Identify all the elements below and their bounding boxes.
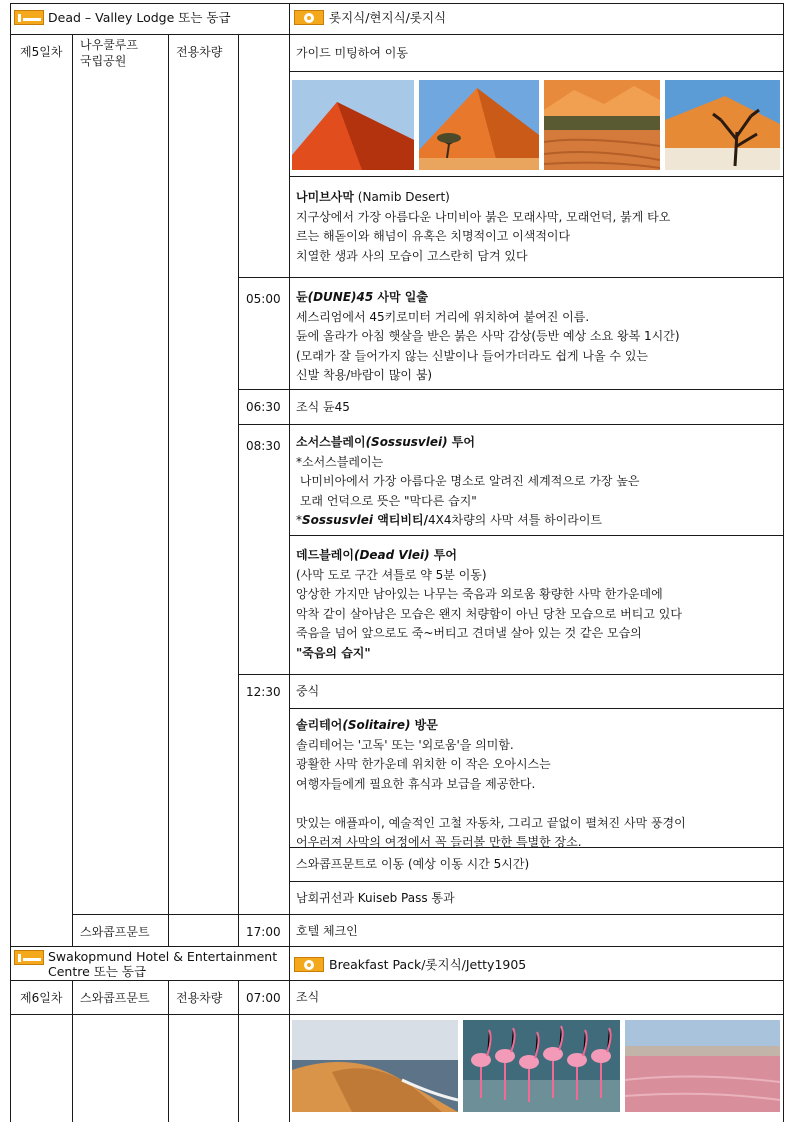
day6-breakfast-row: 조식 [296,990,320,1004]
dune45-block: 듄(DUNE)45 사막 일출 세스리엄에서 45키로미터 거리에 위치하여 붙여진 이름. 듄에 올라가 아침 햇살을 받은 붉은 사막 감상(등반 예상 소요 왕복 1시간) (모래가 잘 들어가지 않는 신발이나 들어가더라도 쉽게 나올 수 있는 신발 착용/바람이 많이 붐) [296,290,680,382]
photo-flamingos [463,1020,620,1112]
lunch-row: 중식 [296,684,320,698]
breakfast-row: 조식 듄45 [296,400,350,414]
photo-pink-salt-lake [625,1020,780,1112]
checkin-row: 호텔 체크인 [296,924,358,938]
hotel-name: Dead – Valley Lodge 또는 동급 [48,10,231,25]
place-name: 나우쿨루프 국립공원 [80,38,138,68]
hotel-name-day6-line1: Swakopmund Hotel & Entertainment [48,949,278,964]
dish-icon [294,957,324,972]
meal-plan-day6: Breakfast Pack/롯지식/Jetty1905 [329,957,527,972]
checkin-place: 스와콥프문트 [80,925,150,939]
time-breakfast: 06:30 [246,400,281,414]
day-label: 제5일차 [20,45,63,59]
photo-dunes-meet-sea [292,1020,458,1112]
desert-photo-dune-tree [419,80,539,170]
time-dune45: 05:00 [246,292,281,306]
meal-plan: 롯지식/현지식/롯지식 [329,10,447,25]
desert-photo-deadvlei-tree [665,80,780,170]
guide-meeting-row: 가이드 미팅하여 이동 [296,46,408,60]
desert-photo-red-dune [292,80,414,170]
desert-photo-dune-ridges [544,80,660,170]
hotel-name-day6-line2: Centre 또는 동급 [48,964,147,979]
dish-icon [294,10,324,25]
move-row: 스와콥프문트로 이동 (예상 이동 시간 5시간) [296,857,530,871]
day-label-6: 제6일차 [20,991,63,1005]
transport-day6: 전용차량 [176,991,223,1005]
bed-icon [14,10,44,25]
solitaire-block: 솔리테어(Solitaire) 방문 솔리테어는 '고독' 또는 '외로움'을 의미함. 광활한 사막 한가운데 위치한 이 작은 오아시스는 여행자들에게 필요한 휴식과 보급을 제공한다. 맛있는 애플파이, 예술적인 고철 자동차, 그리고 끝없이 펼쳐진 사막 풍경이 어우러져 사막의 여정에서 꼭 들러볼 만한 특별한 장소. [296,718,686,849]
pass-row: 남회귀선과 Kuiseb Pass 통과 [296,891,455,905]
place-name-day6: 스와콥프문트 [80,991,150,1005]
time-sossusvlei: 08:30 [246,439,281,453]
transport: 전용차량 [176,45,223,59]
time-day6-breakfast: 07:00 [246,991,281,1005]
time-lunch: 12:30 [246,685,281,699]
deadvlei-block: 데드블레이(Dead Vlei) 투어 (사막 도로 구간 셔틀로 약 5분 이동) 앙상한 가지만 남아있는 나무는 죽음과 외로움 황량한 사막 한가운데에 악착 같이 살아남은 모습은 왠지 처량함이 아닌 당찬 모습으로 버티고 있다 죽음을 넘어 앞으로도 죽~버티고 견뎌낼 살아 있는 것 같은 모습의 "죽음의 습지" [296,548,682,660]
sossusvlei-block: 소서스블레이(Sossusvlei) 투어 *소서스블레이는 나미비아에서 가장 아름다운 명소로 알려진 세계적으로 가장 높은 모래 언덕으로 뜻은 "막다른 습지" *Sossusvlei 액티비티/4X4차량의 사막 셔틀 하이라이트 [296,435,640,527]
bed-icon [14,950,44,965]
namib-desert-block: 나미브사막 (Namib Desert) 지구상에서 가장 아름다운 나미비아 붉은 모래사막, 모래언덕, 붉게 타오 르는 해돋이와 해넘이 유혹은 치명적이고 이색적이다 치열한 생과 사의 모습이 고스란히 담겨 있다 [296,190,671,263]
time-checkin: 17:00 [246,925,281,939]
